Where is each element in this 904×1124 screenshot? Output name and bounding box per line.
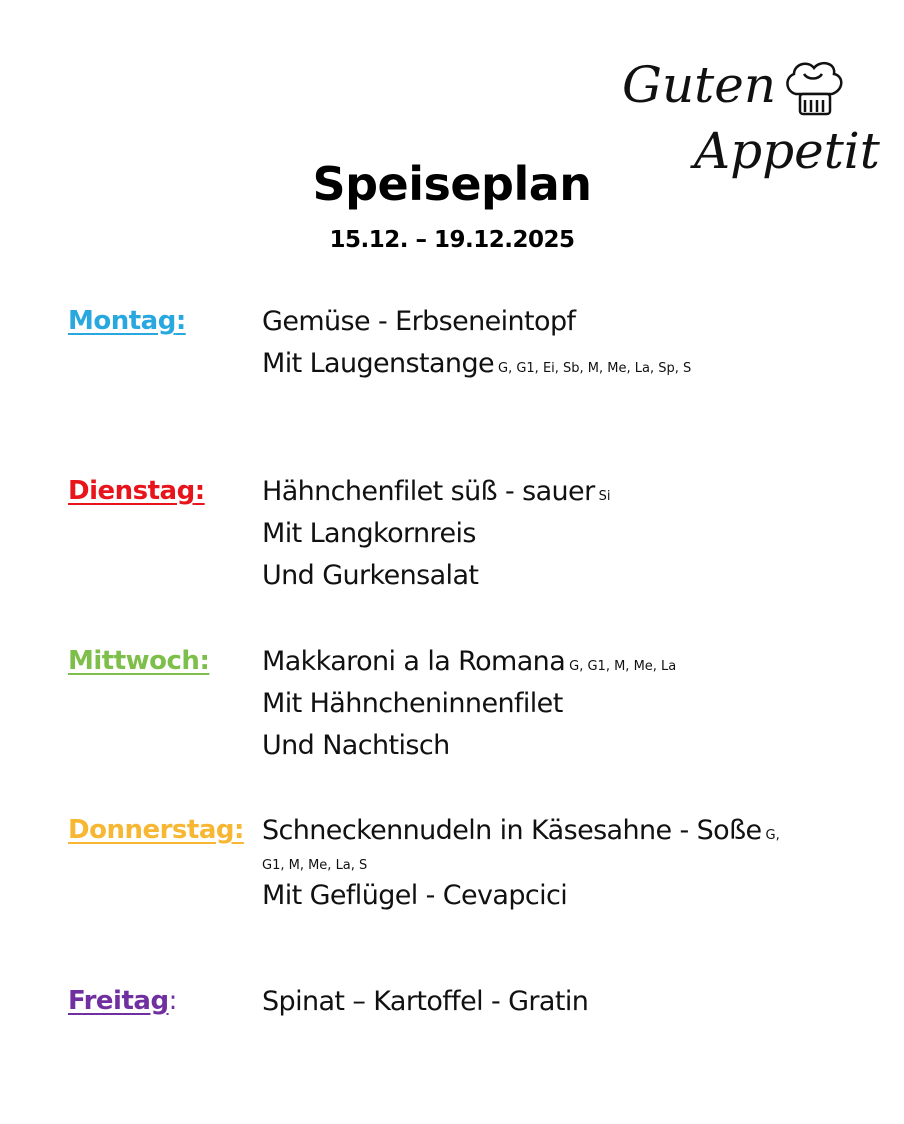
day-colon: : bbox=[175, 306, 186, 336]
logo-line1: Guten bbox=[622, 56, 777, 114]
day-name: Montag bbox=[68, 306, 176, 336]
date-range: 15.12. – 19.12.2025 bbox=[329, 227, 575, 253]
dish-text: Hähnchenfilet süß - sauer bbox=[262, 476, 595, 507]
day-name: Dienstag bbox=[68, 476, 195, 506]
dish-text: Mit Langkornreis bbox=[262, 518, 476, 549]
allergen-codes-continued: G1, M, Me, La, S bbox=[262, 858, 368, 873]
menu-line bbox=[262, 880, 567, 911]
dish-text: Und Nachtisch bbox=[262, 730, 450, 761]
chef-hat-icon bbox=[787, 63, 841, 114]
dish-text: Gemüse - Erbseneintopf bbox=[262, 306, 576, 337]
menu-line bbox=[262, 730, 450, 761]
menu-line bbox=[262, 688, 563, 719]
allergen-codes: G, bbox=[765, 828, 780, 843]
day-label-mittwoch bbox=[68, 646, 209, 676]
menu-line bbox=[262, 815, 780, 846]
day-label-montag bbox=[68, 306, 186, 336]
menu-line bbox=[262, 518, 476, 549]
day-label-dienstag bbox=[68, 476, 205, 506]
dish-text: Mit Geflügel - Cevapcici bbox=[262, 880, 568, 911]
day-colon: : bbox=[199, 646, 210, 676]
dish-text: Mit Hähncheninnenfilet bbox=[262, 688, 563, 719]
menu-line bbox=[262, 348, 691, 379]
menu-line bbox=[262, 306, 575, 337]
day-name: Mittwoch bbox=[68, 646, 200, 676]
allergen-codes: G, G1, Ei, Sb, M, Me, La, Sp, S bbox=[498, 361, 692, 376]
day-colon: : bbox=[233, 815, 244, 845]
dish-text: Und Gurkensalat bbox=[262, 560, 479, 591]
day-name: Freitag bbox=[68, 986, 169, 1016]
day-label-donnerstag bbox=[68, 815, 244, 845]
allergen-codes: Si bbox=[598, 489, 611, 504]
menu-line bbox=[262, 646, 676, 677]
day-label-freitag bbox=[68, 986, 177, 1016]
dish-text: Mit Laugenstange bbox=[262, 348, 494, 379]
day-colon: : bbox=[194, 476, 205, 506]
dish-text: Spinat – Kartoffel - Gratin bbox=[262, 986, 589, 1017]
day-name: Donnerstag bbox=[68, 815, 234, 845]
logo-line2: Appetit bbox=[694, 122, 880, 180]
dish-text: Schneckennudeln in Käsesahne - Soße bbox=[262, 815, 762, 846]
menu-line bbox=[262, 476, 610, 507]
dish-text: Makkaroni a la Romana bbox=[262, 646, 566, 677]
menu-line bbox=[262, 986, 588, 1017]
menu-line bbox=[262, 560, 478, 591]
day-colon: : bbox=[168, 986, 177, 1016]
allergen-codes: G, G1, M, Me, La bbox=[569, 659, 677, 674]
page-title: Speiseplan bbox=[312, 157, 592, 211]
